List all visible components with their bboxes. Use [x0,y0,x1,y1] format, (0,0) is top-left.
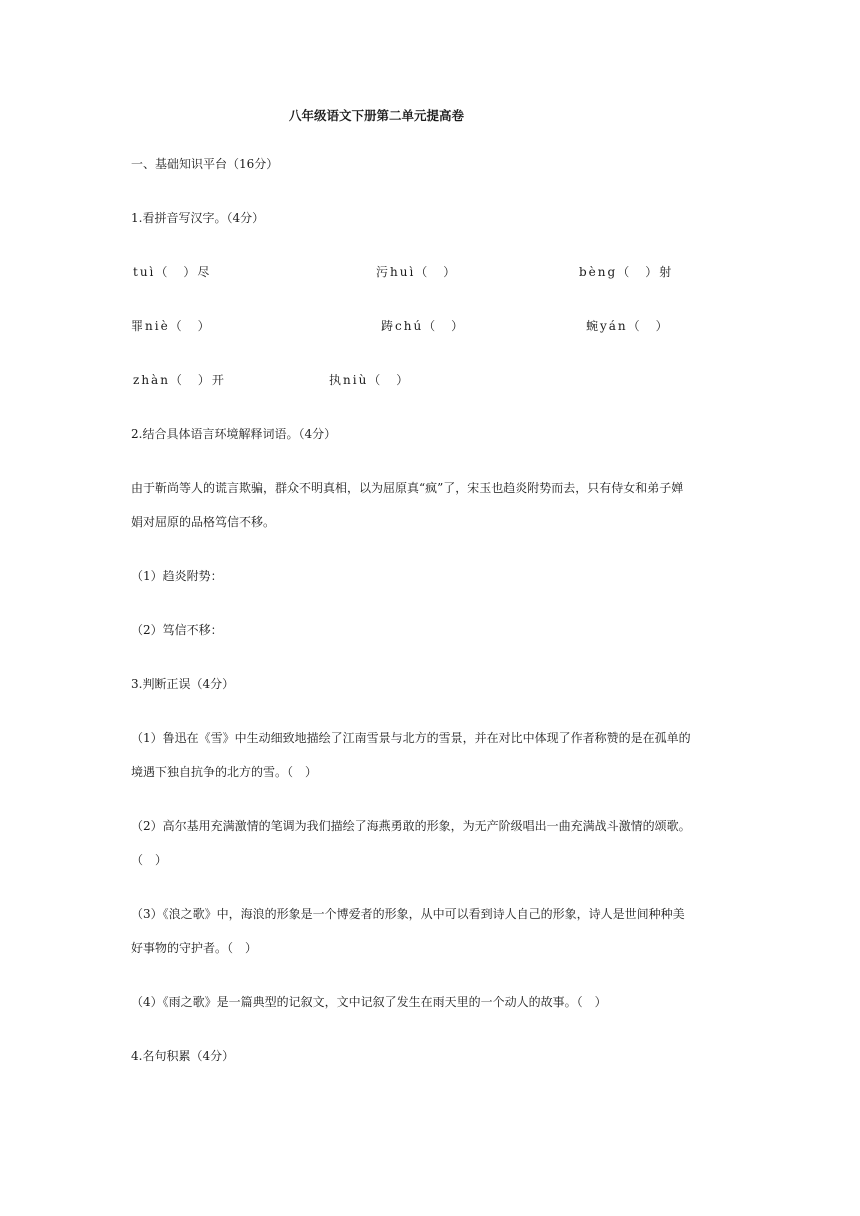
pinyin-item: zhàn（ ）开 [133,373,226,387]
question-4-heading: 4.名句积累（4分） [131,1049,235,1063]
passage-line: 由于靳尚等人的谎言欺骗，群众不明真相，以为屈原真“疯”了，宋玉也趋炎附势而去，只有侍女和弟子婵 [131,481,684,495]
section-heading: 一、基础知识平台（16分） [131,157,279,171]
pinyin-item: 踌chú（ ） [381,319,466,333]
statement-line: 好事物的守护者。（ ） [131,941,258,955]
question-3-heading: 3.判断正误（4分） [131,677,235,691]
statement-line: （ ） [131,853,168,867]
pinyin-item: 执niù（ ） [329,373,411,387]
pinyin-item: 污huì（ ） [376,265,458,279]
pinyin-item: 蜿yán（ ） [586,319,670,333]
sub-question: （1）趋炎附势： [131,569,223,583]
statement-line: （3）《浪之歌》中，海浪的形象是一个博爱者的形象，从中可以看到诗人自己的形象，诗人是世间种种美 [131,907,685,921]
statement-line: 境遇下独自抗争的北方的雪。（ ） [131,765,318,779]
statement-line: （1）鲁迅在《雪》中生动细致地描绘了江南雪景与北方的雪景，并在对比中体现了作者称赞的是在孤单的 [131,731,691,745]
pinyin-item: tuì（ ）尽 [133,265,212,279]
pinyin-item: bèng（ ）射 [579,265,674,279]
question-1-heading: 1.看拼音写汉字。（4分） [131,211,265,225]
statement-line: （4）《雨之歌》是一篇典型的记叙文，文中记叙了发生在雨天里的一个动人的故事。（ ） [131,995,607,1009]
sub-question: （2）笃信不移： [131,623,223,637]
document-title: 八年级语文下册第二单元提高卷 [289,108,465,123]
statement-line: （2）高尔基用充满激情的笔调为我们描绘了海燕勇敢的形象，为无产阶级唱出一曲充满战斗激情的颂歌。 [131,819,691,833]
question-2-heading: 2.结合具体语言环境解释词语。（4分） [131,427,337,441]
passage-line: 娟对屈原的品格笃信不移。 [131,515,276,529]
pinyin-item: 罪niè（ ） [131,319,212,333]
